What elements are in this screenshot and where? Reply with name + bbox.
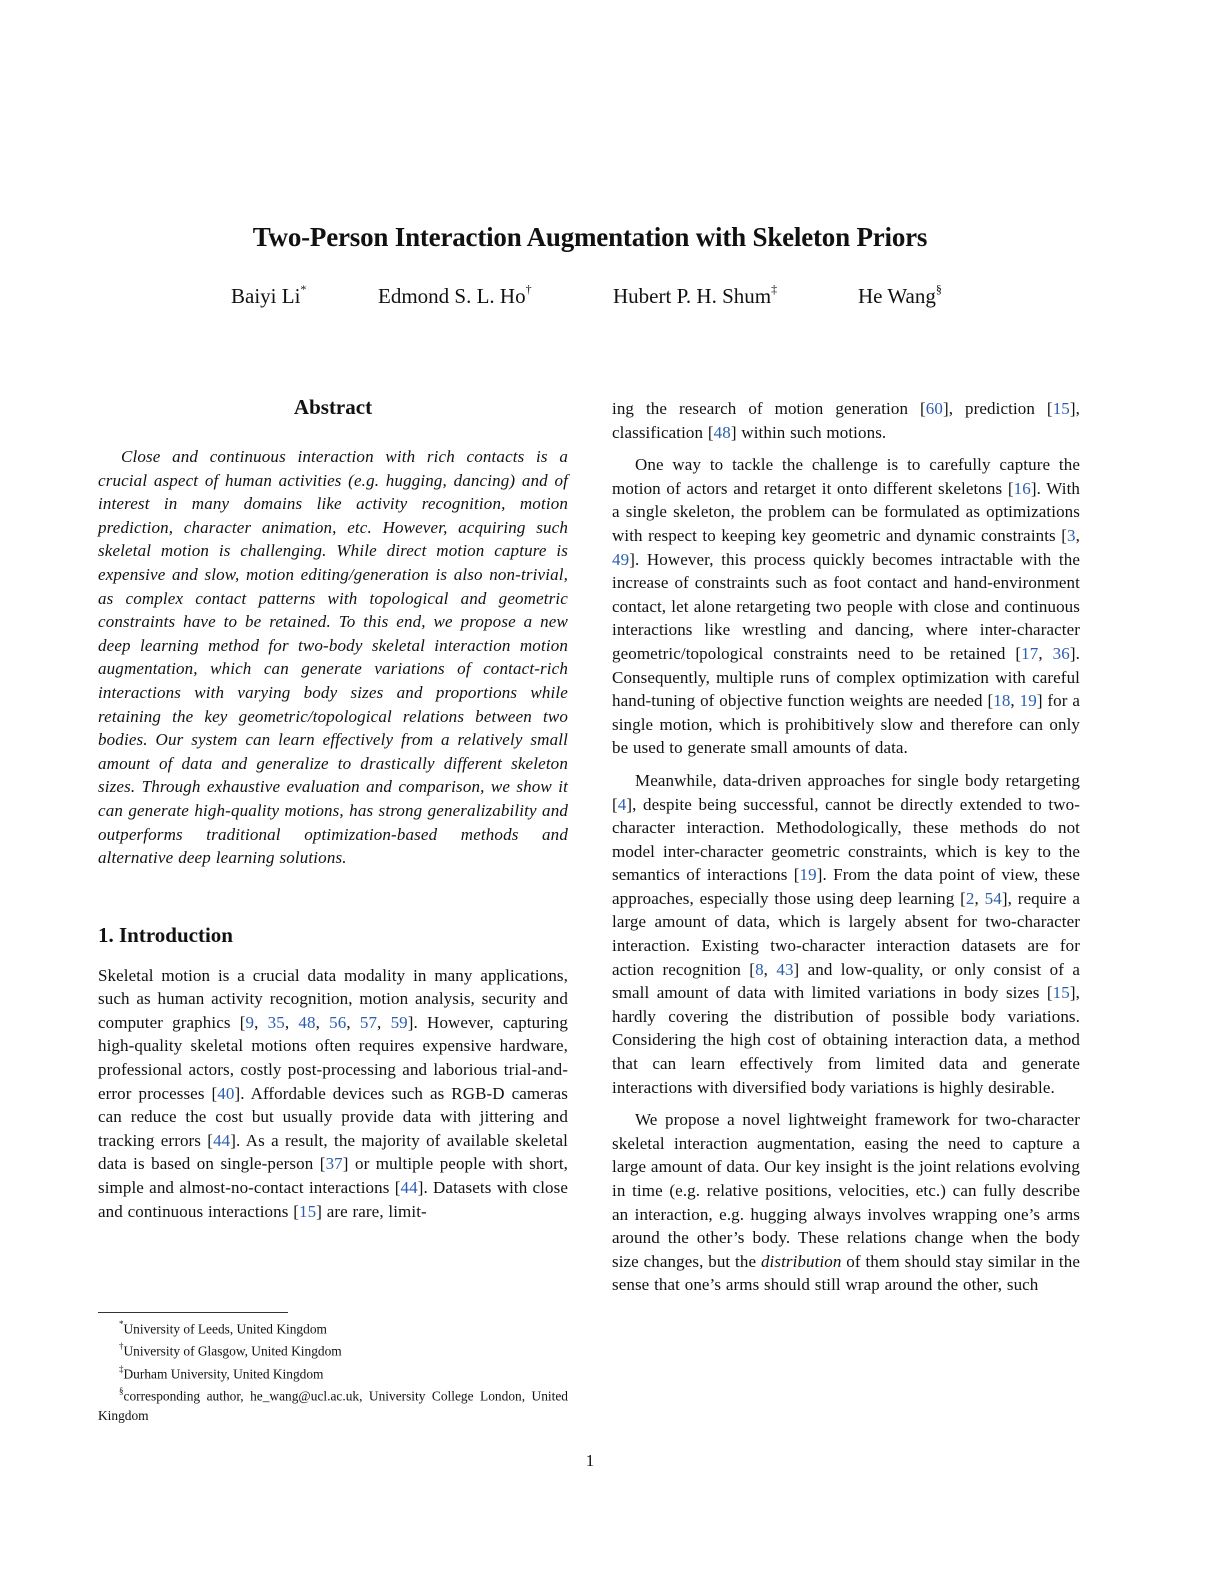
citation-link[interactable]: 2 — [965, 888, 975, 908]
citation-link[interactable]: 36 — [1052, 643, 1070, 663]
citation-link[interactable]: 18 — [993, 691, 1011, 711]
intro-paragraph: Skeletal motion is a crucial data modality in many applications, such as human activity recognition, motion analysis, security and computer graphics [9, 35, 48, 56, 57, 59]. However, capturing high-quality skeletal motions often requires expensive hardware, professional actors, costly post-processing and laborious trial-and-error processes [40]. Affordable devices such as RGB-D cameras can reduce the cost but usually provide data with jittering and tracking errors [44]. As a result, the majority of available skeletal data is based on single-person [37] or multiple people with short, simple and almost-no-contact interactions [44]. Datasets with close and continuous interactions [15] are rare, limit- — [98, 965, 569, 1221]
author-mark: ‡ — [771, 282, 778, 296]
author-mark: * — [300, 282, 307, 296]
author-name: Hubert P. H. Shum — [613, 284, 772, 308]
citation-link[interactable]: 8 — [755, 959, 764, 979]
citation-link[interactable]: 56 — [329, 1012, 347, 1032]
citation-link[interactable]: 40 — [217, 1083, 235, 1103]
author-mark: § — [935, 282, 942, 296]
author — [613, 284, 777, 309]
author-mark: † — [525, 282, 532, 296]
paragraph-continued: ing the research of motion generation [60], prediction [15], classification [48] within such motions. — [612, 399, 1081, 442]
citation-link[interactable]: 48 — [713, 422, 731, 442]
right-column — [612, 397, 1080, 1297]
citation-link[interactable]: 35 — [267, 1012, 285, 1032]
citation-link[interactable]: 15 — [1052, 983, 1070, 1003]
citation-link[interactable]: 44 — [213, 1130, 231, 1150]
citation-link[interactable]: 43 — [776, 959, 794, 979]
citation-link[interactable]: 9 — [245, 1012, 255, 1032]
footnote: *University of Leeds, United Kingdom — [119, 1319, 327, 1337]
author — [858, 284, 942, 309]
emphasis: distribution — [760, 1251, 842, 1271]
author — [378, 284, 532, 309]
citation-link[interactable]: 59 — [390, 1012, 408, 1032]
citation-link[interactable]: 17 — [1021, 643, 1039, 663]
footnote: §corresponding author, he_wang@ucl.ac.uk, University College London, United Kingdom — [98, 1386, 568, 1423]
paragraph-data-driven: Meanwhile, data-driven approaches for single body retargeting [4], despite being successful, cannot be directly extended to two-character interaction. Methodologically, these methods do not model inter-character geometric constraints, which is key to the semantics of interactions [19]. From the data point of view, these approaches, especially those using deep learning [2, 54], require a large amount of data, which is largely absent for two-character interaction. Existing two-character interaction datasets are for action recognition [8, 43] and low-quality, or only consist of a small amount of data with limited variations in body sizes [15], hardly covering the distribution of possible body variations. Considering the high cost of obtaining interaction data, a method that can learn effectively from limited data and generate interactions with diversified body variations is highly desirable. — [612, 770, 1081, 1097]
citation-link[interactable]: 15 — [298, 1201, 317, 1221]
citation-link[interactable]: 19 — [799, 865, 817, 885]
citation-link[interactable]: 54 — [984, 888, 1002, 908]
paper-title: Two-Person Interaction Augmentation with Skeleton Priors — [252, 222, 928, 253]
footnotes — [98, 1316, 568, 1425]
citation-link[interactable]: 60 — [925, 399, 943, 418]
left-column — [98, 395, 568, 1223]
footnote: †University of Glasgow, United Kingdom — [119, 1341, 342, 1359]
citation-link[interactable]: 3 — [1067, 525, 1076, 545]
citation-link[interactable]: 16 — [1013, 478, 1031, 498]
citation-link[interactable]: 49 — [612, 549, 630, 569]
citation-link[interactable]: 15 — [1052, 399, 1070, 418]
paragraph-retargeting: One way to tackle the challenge is to carefully capture the motion of actors and retarget it onto different skeletons [16]. With a single skeleton, the problem can be formulated as optimizations with respect to keeping key geometric and dynamic constraints [3, 49]. However, this process quickly becomes intractable with the increase of constraints such as foot contact and hand-environment contact, let alone retargeting two people with close and continuous interactions like wrestling and dancing, where inter-character geometric/topological constraints need to be retained [17, 36]. Consequently, multiple runs of complex optimization with careful hand-tuning of objective function weights are needed [18, 19] for a single motion, which is prohibitively slow and therefore can only be used to generate small amounts of data. — [612, 455, 1081, 758]
footnote-divider — [98, 1312, 288, 1313]
author — [231, 284, 306, 309]
page-number: 1 — [585, 1451, 595, 1470]
author-name: Edmond S. L. Ho — [378, 284, 526, 308]
abstract-heading: Abstract — [293, 395, 373, 419]
author-name: Baiyi Li — [231, 284, 301, 308]
citation-link[interactable]: 37 — [325, 1154, 343, 1174]
paragraph-proposal: We propose a novel lightweight framework for two-character skeletal interaction augmentation, easing the need to capture a large amount of data. Our key insight is the joint relations evolving in time (e.g. relative positions, velocities, etc.) can fully describe an interaction, e.g. hugging always involves wrapping one’s arms around the other’s body. These relations change when the body size changes, but the distribution of them should stay similar in the sense that one’s arms should still wrap around the other, such — [612, 1110, 1081, 1295]
footnote: ‡Durham University, United Kingdom — [119, 1363, 324, 1382]
citation-link[interactable]: 48 — [298, 1012, 316, 1032]
citation-link[interactable]: 4 — [617, 794, 627, 814]
author-name: He Wang — [858, 284, 936, 308]
citation-link[interactable]: 44 — [400, 1178, 418, 1198]
section-heading-introduction: 1. Introduction — [98, 922, 233, 947]
citation-link[interactable]: 19 — [1019, 691, 1037, 711]
citation-link[interactable]: 57 — [359, 1012, 378, 1032]
abstract-text: Close and continuous interaction with rich contacts is a crucial aspect of human activities (e.g. hugging, dancing) and of interest in many domains like activity recognition, motion prediction, character animation, etc. However, acquiring such skeletal motion is challenging. While direct motion capture is expensive and slow, motion editing/generation is also non-trivial, as complex contact patterns with topological and geometric constraints have to be retained. To this end, we propose a new deep learning method for two-body skeletal interaction motion augmentation, which can generate variations of contact-rich interactions with varying body sizes and proportions while retaining the key geometric/topological relations between two bodies. Our system can learn effectively from a relatively small amount of data and generalize to drastically different skeleton sizes. Through exhaustive evaluation and comparison, we show it can generate high-quality motions, has strong generalizability and outperforms traditional optimization-based methods and alternative deep learning solutions. — [98, 447, 568, 868]
